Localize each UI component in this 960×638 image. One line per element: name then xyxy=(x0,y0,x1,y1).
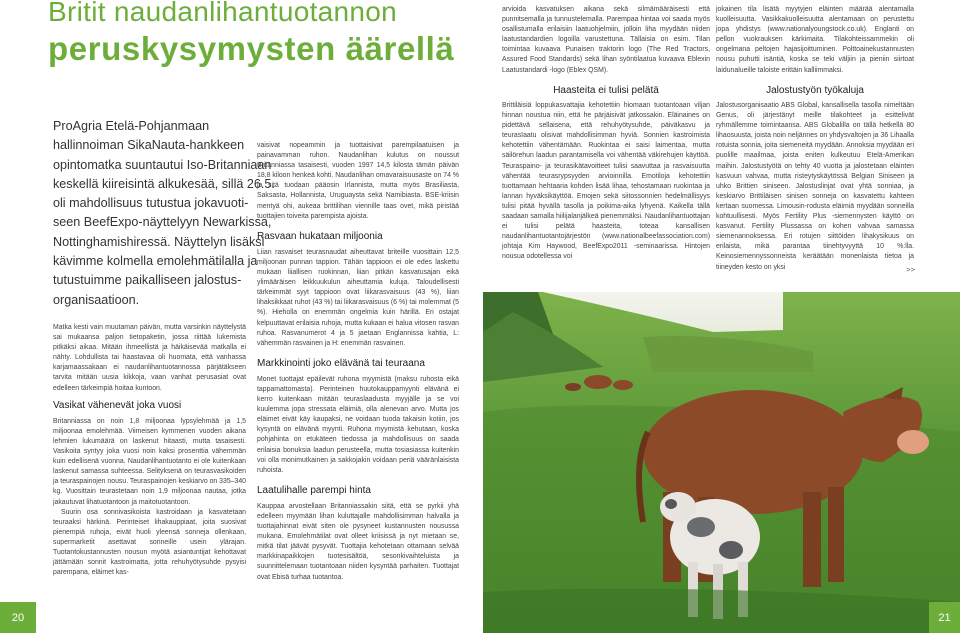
body-paragraph: Jalostusorganisaatio ABS Global, kansallisella tasolla nimeltään Genus, oli järjestänyt meille tilakohteet ja esittelivät ryhmällemme toimintaansa. ABS Globalilla on tällä hetkellä 80 lihaosuusta, joista noin neljännes on yhdysvaltojen ja 36 Lihaalla rotuista sonnia, joita siemeneitä myydään. Annoksia myydään eri puolille maailmaa, joista eniten kulkeutuu Etelä-Amerikan maihin. Jalostustyötä on tehty 40 vuotta ja jalostetaan eläinten kasvuun vahvaa, mutta risteytyskäytössä Belgian Siniseen ja uhko Brittien siniseen. Jalostuslinjat ovat yhtä sonniaa, ja keskiarvo Brittiläisen sinisen sonneja on kasvatettu kahteen kertaan suomessa. Limousin-rodusta eläimiä myydään sonneilla kohtuullisesti. Myös Fertility Plus -siemennysten käyttö on kasvanut. Fertility Plussassa on kohen vahvaa samassa siemenannoksessa. Eri rotujen siittöiden lihakysikuus on erilaista, mikä parantaa tiinehtyvyyttä 10 %:lla. Keinosiemennyssonneista keräätään monenlaista tietoa ja tiineyden kesto on yksi xyxy=(716,102,914,271)
lead-line: oli mahdollisuus tutustua jokavuoti- xyxy=(53,196,249,211)
body-paragraph: Kauppaa arvostellaan Britanniassakin siitä, että se pyrkii yhä edelleen myymään lihan kuluttajalle mahdollisimman halvalla ja tuottajahinnat eivät siten ole pysyneet kustannusten nousussa mukana. Emolehmätilat ovat olleet kriisissä ja nyt mietaan se, mitkä tilat jäävät pysyvät. Tuottajia kehotetaan ottamaan selvää markkinapaikkojen tuotesisältöä, sesonkivaihteluista ja suunnittelemaan tuotantoaan niiden kysyntää parhaiten. Tuottajat ovat Ebisä turhaa tuotantoa. xyxy=(257,502,459,581)
section-heading: Rasvaan hukataan miljoonia xyxy=(257,230,383,242)
column-2 xyxy=(257,141,459,583)
section-heading: Jalostustyön työkaluja xyxy=(766,85,864,96)
lead-line: ProAgria Etelä-Pohjanmaan xyxy=(53,119,210,133)
lead-line: keskellä kiireisintä alkukesää, sillä 26.5. xyxy=(53,176,275,191)
lead-line: seen BeefExpo-näyttelyyn Newarkissa, xyxy=(53,215,272,230)
lead-line: hallinnoiman SikaNauta-hankkeen xyxy=(53,138,245,153)
article-title-line2: peruskysymysten äärellä xyxy=(48,30,455,67)
lead-line: Nottinghamishiressä. Näyttelyn lisäksi xyxy=(53,234,265,249)
section-heading: Haasteita ei tulisi pelätä xyxy=(553,85,659,96)
section-heading: Laatulihalle parempi hinta xyxy=(257,484,371,496)
lead-line: tutustuimme paikalliseen jalostus- xyxy=(53,273,242,288)
page-number-right: 21 xyxy=(929,602,960,633)
body-paragraph: arvioida kasvatuksen aikana sekä silmämääräisesti että punnitsemalla ja tunnustelemalla. Parempaa hintaa voi saada myös osallistumalla erilaisiin laatuohjelmiin, jolloin liha myydään niiden laatustandardien logoilla varustettuna. Tällaisia on esim. Tilan toimintaa kuvaava Punaisen traktorin logo (The Red Tractors, Assured Food Standards) sekä lihan syöntilaatua kuvaava Eblexin Laatustandardi -logo (Eblex QSM). xyxy=(502,6,710,74)
continue-arrow: >> xyxy=(906,265,915,274)
lead-line: kävimme kolmella emolehmätilalla ja xyxy=(53,254,258,269)
body-paragraph: Liian rasvaiset teurasnaudat aiheuttavat briteille vuosittain 12,5 miljoonan punnan tappion. Tähän tappioon ei ole edes laskettu mukaan liiallisen ruokinnan, liian pitkän kasvatusajan eikä ylimääräisen leikkuukulun aiheuttamia kuluja. Taloudellisesti tärkeimmät syyt tappioon ovat liikarasvaisuus (43 %), liian lihaksikkaat ruhot (43 %) tai liikarasvaisuus (6 %) tai molemmat (5 %). Hieholla on enemmän ongelmia kuin härillä. Eri ostajat kelpuuttavat erilaisia ruhoja, mutta kukaan ei halua vitosen rasvan ruhoa. Rasvanumerot 4 ja 5 jaetaan Englannissa kahtia, L: vähemmän rasvainen ja H: enemmän rasvainen. xyxy=(257,248,459,347)
section-heading: Vasikat vähenevät joka vuosi xyxy=(53,399,182,411)
body-paragraph: vaisivat nopeammin ja tuottaisivat parempilaatuisen ja painavamman ruhon. Naudanlihan kulutus on noussut Britanniassa tasaisesti, vuoden 1997 14,5 kilosta tämän päivän 18,8 kiloon henkeä kohti. Naudanlihan omavaraisuusaste on 74 % ja sitä tuodaan pääosin Irlannista, mutta myös Brasiliasta, Saksasta, Hollannista, Uruguaysta sekä Namibiasta. BSE-kriisin mentyä ohi, aukeaa brittilihan viennille taas ovet, mikä piristää tuottajien toiveita parempista ajoista. xyxy=(257,142,459,220)
body-paragraph: Suurin osa sonnivasikoista kastroidaan ja kasvatetaan teuraaksi härkinä. Perinteiset lihakauppiaat, joita suosivat pienempiä ruhoja, eivät huoli yleensä sonneja ollenkaan, supermarketit asettavat sonneille usein ylärajan. Tuotantokustannusten nousun myötä asiantuntijat kehottavat jättämään sonnit kastroimatta, jotta rehuhyötysuhde pysyisi parempana, eläimet kas- xyxy=(53,508,246,577)
column-3-body xyxy=(502,101,710,263)
intro-paragraph: Matka kesti vain muutaman päivän, mutta varsinkin näyttelystä sai mukaansa paljon tietopaketin, jossa riittää lukemista pitkäksi aikaa. Mitään ihmeellistä ja häikäisevää matkalla ei nähty. Lohdullista tai haastavaa oli huomata, että vanhassa karjamaassakaan ei naudanlihantuotannossa pärjätäkseen tarvita mitään uusia kikkoja, vaan vanhat perusasiat ovat edelleen tärkeimpiä hoitaa kuntoon. xyxy=(53,324,246,392)
body-paragraph: Britanniassa on noin 1,8 miljoonaa lypsylehmää ja 1,5 miljoonaa emolehmää. Viimeisen kymmenen vuoden aikana lehmien lukumäärä on laskenut hitaasti, mutta tasaisesti. Vasikoita syntyy joka vuosi noin kaksi prosenttia vähemmän kuin edellisenä vuonna. Naudanlihantuotanto ei ole kuitenkaan laskenut samassa suhteessa. Selityksenä on teurasvasikoiden ja teuraspainojen nousu. Teuraspainojen keskiarvo on 335–340 kg. Vuosittain teurastetaan noin 1,9 miljoonaa nautaa, jotka jakautuvat lihatuotantoon ja maitotuotantoon. xyxy=(53,417,246,506)
column-4-body xyxy=(716,101,914,273)
column-3-top xyxy=(502,5,710,76)
article-title-line1: Britit naudanlihantuotannon xyxy=(48,0,398,27)
lead-line: organisaatioon. xyxy=(53,292,140,307)
column-4-top xyxy=(716,5,914,76)
page-number-left: 20 xyxy=(0,602,36,633)
section-heading: Markkinointi joko elävänä tai teuraana xyxy=(257,357,425,369)
body-paragraph: jokainen tila lisätä myytyjen eläinten määrää alentamalla kuolleisuutta. Vasikkakuolleisuutta alentamaan on perustettu jopa yhdistys (www.nationalyoungstock.co.uk). Englanti on pellon vuokrauksen kärkimaita. Tilakohteissammekin oli ongelmana peltojen hajasijoittuminen. Polttoainekustannusten nousu puhutti isäntiä, koska se teki väljiin ja pieniin siirtoat laidunalueille taloiste erittäin kalliimmaksi. xyxy=(716,6,914,74)
cow-photo xyxy=(483,292,960,633)
body-paragraph: Brittiläisiä loppukasvattajia kehotettiin hiomaan tuotantoaan viljan hinnan noustua niin, että he pärjäisivät jatkossakin. Eläinaines on pidettävä sellaisena, että rehuhyötysuhde, päiväkasvu ja teurasIaatu olisivat mahdollisimman hyviä. Sonnien kastroimista kehotettiin vähentämään. Ruokintaa ei saisi laimentaa, mutta säilörehun laadun parantamisella voi vähentää väkirehujen käyttöä. Teuraspaino- ja teurasikätavoitteet tulisi saavuttaa ja rasvaisuutta vähentää teurasrypsyyden arvioinnilla. Emotiloja kehotettiin tuottamaan hehtaaria kohden lisää lihaa, tehostamaan ruokintaa ja lannan hyväksikäyttöä. Emojen sekä siitossonnien hedelmällisyys tulisi pitää hyvällä tasolla ja poikima-aika lyhyenä. Kaikella tällä saadaan samalla hiilijalanjälkeä pienemmäksi. Naudanlihantuottajan ei tulisi pelätä haasteita, toteaa kansallisen naudanlihantuotantojärjestön (www.nationalbeefassociation.com) johtaja Kim Haywood, BeefExpo2011 -seminaarissa. Hintojen nousua odotellessa voi xyxy=(502,102,710,261)
column-1 xyxy=(53,323,246,578)
body-paragraph: Monet tuottajat epäilevät ruhona myymistä (maksu ruhosta eikä tappamattomasta). Perinteinen huutokauppamyynti elävänä ei kerro kuitenkaan mitään teuraslaadusta myyjälle ja se voi kuulemma jopa stressata eläimiä, olla alenevan arvo. Mutta jos eläimet eivät käy kaupaksi, ne voidaan tuoda takaisin kotiin, jos kysyntä on elävänä myynti. Ruhona myymistä kehutaan, koska pohjahinta on etukäteen tiedossa ja mahdollisuus on saada erilaisia bonuksia laadun perusteella, mutta tosiasiassa kuitenkin voi olla monimutkainen ja sakkojakin voidaan periä vääränlaisista ruhoista. xyxy=(257,375,459,474)
lead-paragraph xyxy=(53,117,275,310)
lead-line: opintomatka suuntautui Iso-Britanniaan xyxy=(53,157,272,172)
